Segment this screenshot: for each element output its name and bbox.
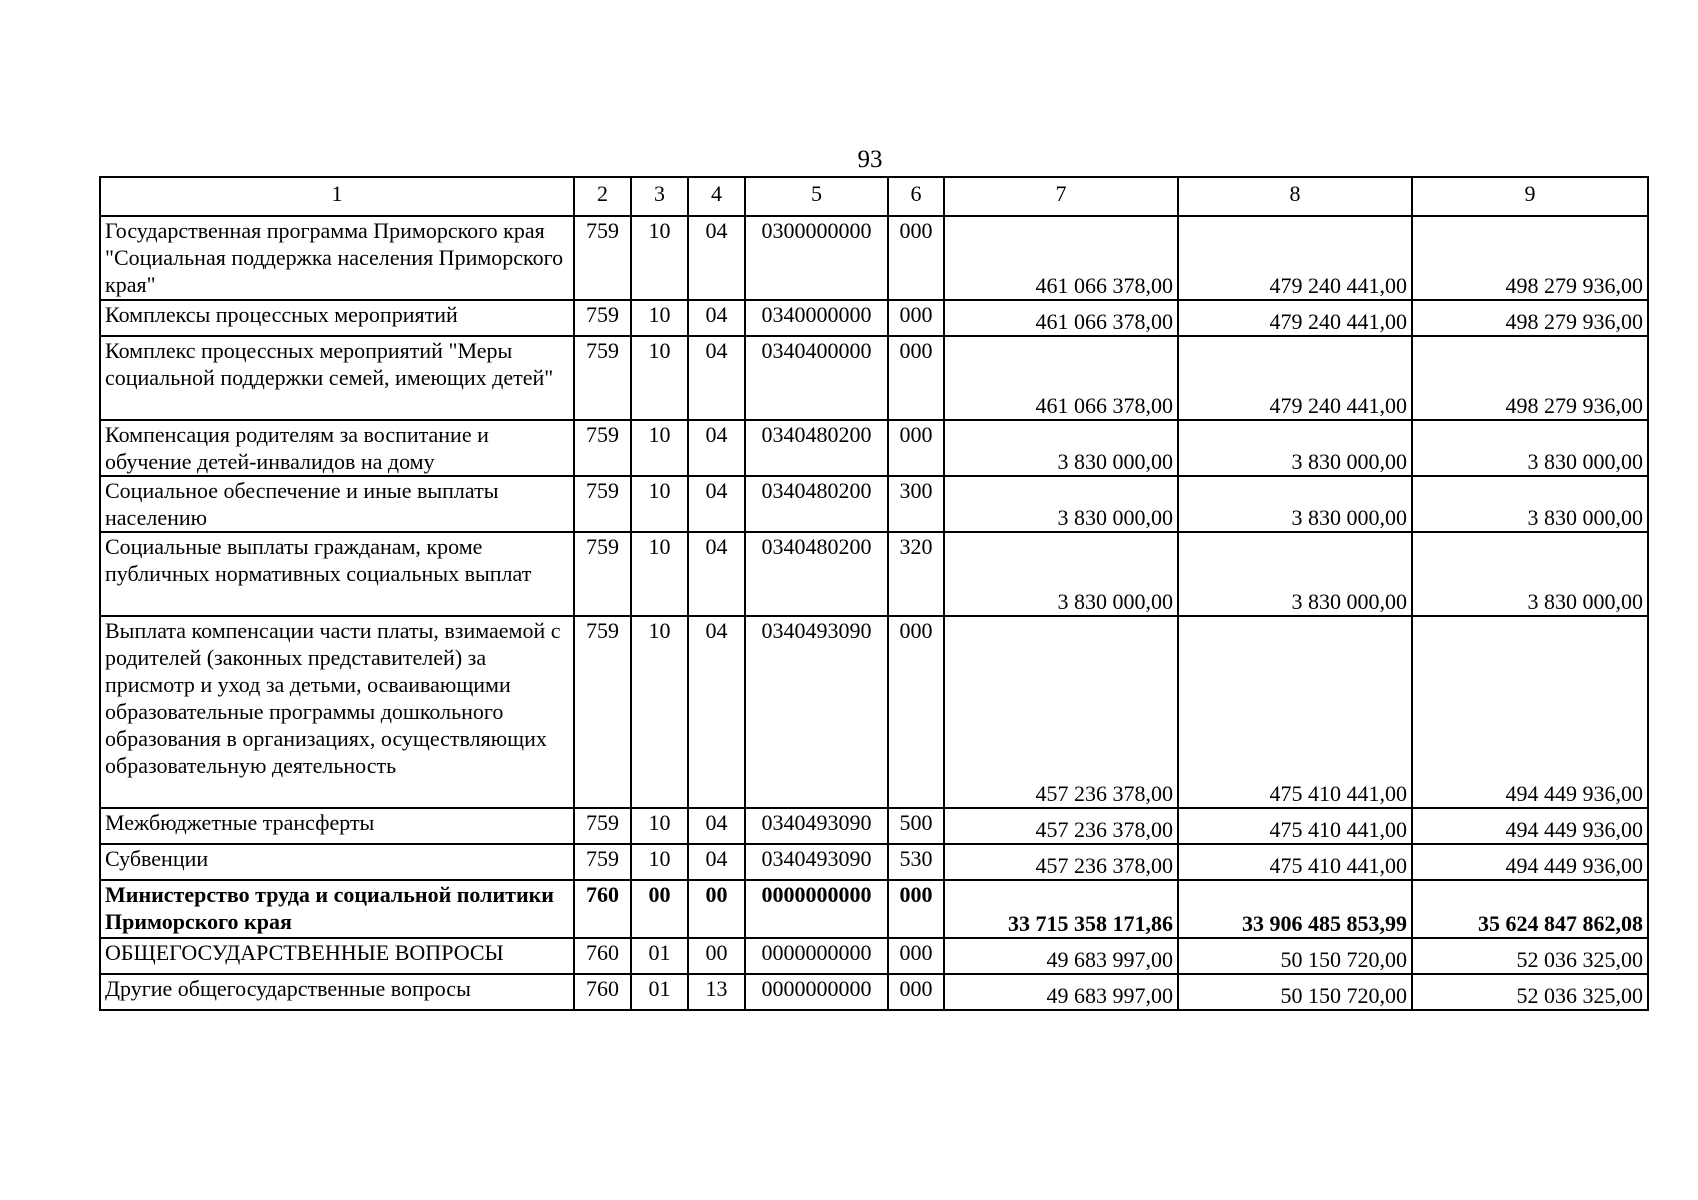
code-col-5: 0000000000 <box>745 974 888 1010</box>
code-col-3: 10 <box>631 300 688 336</box>
code-col-2: 759 <box>574 616 631 808</box>
code-col-4: 04 <box>688 844 745 880</box>
amount-col-7: 33 715 358 171,86 <box>944 880 1178 938</box>
code-col-2: 760 <box>574 938 631 974</box>
code-col-5: 0340493090 <box>745 844 888 880</box>
code-col-6: 000 <box>888 420 944 476</box>
code-col-4: 13 <box>688 974 745 1010</box>
code-col-2: 759 <box>574 532 631 616</box>
table-header-row <box>100 177 1648 216</box>
code-col-4: 00 <box>688 938 745 974</box>
amount-col-7: 461 066 378,00 <box>944 336 1178 420</box>
amount-col-8: 475 410 441,00 <box>1178 808 1412 844</box>
column-header: 3 <box>631 177 688 216</box>
code-col-2: 759 <box>574 336 631 420</box>
amount-col-7: 3 830 000,00 <box>944 476 1178 532</box>
amount-col-7: 49 683 997,00 <box>944 974 1178 1010</box>
amount-col-8: 479 240 441,00 <box>1178 336 1412 420</box>
table-row <box>100 880 1648 938</box>
row-name: Субвенции <box>100 844 574 880</box>
row-name: ОБЩЕГОСУДАРСТВЕННЫЕ ВОПРОСЫ <box>100 938 574 974</box>
row-name: Другие общегосударственные вопросы <box>100 974 574 1010</box>
code-col-6: 320 <box>888 532 944 616</box>
amount-col-7: 457 236 378,00 <box>944 616 1178 808</box>
amount-col-9: 35 624 847 862,08 <box>1412 880 1648 938</box>
code-col-5: 0340480200 <box>745 420 888 476</box>
code-col-3: 10 <box>631 808 688 844</box>
code-col-5: 0300000000 <box>745 216 888 300</box>
column-header: 6 <box>888 177 944 216</box>
code-col-3: 10 <box>631 616 688 808</box>
code-col-6: 000 <box>888 616 944 808</box>
code-col-2: 759 <box>574 300 631 336</box>
code-col-4: 04 <box>688 216 745 300</box>
code-col-6: 300 <box>888 476 944 532</box>
budget-table <box>99 176 1649 1011</box>
code-col-5: 0340000000 <box>745 300 888 336</box>
amount-col-9: 494 449 936,00 <box>1412 844 1648 880</box>
amount-col-9: 498 279 936,00 <box>1412 216 1648 300</box>
amount-col-8: 3 830 000,00 <box>1178 420 1412 476</box>
amount-col-8: 3 830 000,00 <box>1178 532 1412 616</box>
code-col-6: 000 <box>888 336 944 420</box>
code-col-3: 10 <box>631 336 688 420</box>
column-header: 8 <box>1178 177 1412 216</box>
code-col-6: 500 <box>888 808 944 844</box>
amount-col-8: 50 150 720,00 <box>1178 974 1412 1010</box>
amount-col-9: 3 830 000,00 <box>1412 476 1648 532</box>
row-name: Компенсация родителям за воспитание и обучение детей-инвалидов на дому <box>100 420 574 476</box>
amount-col-8: 479 240 441,00 <box>1178 300 1412 336</box>
amount-col-8: 475 410 441,00 <box>1178 616 1412 808</box>
amount-col-7: 457 236 378,00 <box>944 844 1178 880</box>
amount-col-8: 475 410 441,00 <box>1178 844 1412 880</box>
code-col-2: 759 <box>574 420 631 476</box>
table-row <box>100 336 1648 420</box>
column-header: 5 <box>745 177 888 216</box>
code-col-2: 759 <box>574 476 631 532</box>
code-col-6: 000 <box>888 880 944 938</box>
amount-col-9: 52 036 325,00 <box>1412 938 1648 974</box>
code-col-3: 10 <box>631 844 688 880</box>
amount-col-7: 49 683 997,00 <box>944 938 1178 974</box>
amount-col-7: 461 066 378,00 <box>944 300 1178 336</box>
row-name: Межбюджетные трансферты <box>100 808 574 844</box>
table-row <box>100 300 1648 336</box>
code-col-2: 759 <box>574 844 631 880</box>
code-col-5: 0000000000 <box>745 880 888 938</box>
table-row <box>100 616 1648 808</box>
code-col-3: 01 <box>631 974 688 1010</box>
code-col-3: 10 <box>631 216 688 300</box>
code-col-3: 10 <box>631 476 688 532</box>
table-row <box>100 420 1648 476</box>
code-col-6: 000 <box>888 974 944 1010</box>
amount-col-9: 3 830 000,00 <box>1412 532 1648 616</box>
amount-col-9: 52 036 325,00 <box>1412 974 1648 1010</box>
amount-col-9: 3 830 000,00 <box>1412 420 1648 476</box>
code-col-4: 00 <box>688 880 745 938</box>
row-name: Министерство труда и социальной политики Приморского края <box>100 880 574 938</box>
code-col-4: 04 <box>688 420 745 476</box>
code-col-4: 04 <box>688 532 745 616</box>
amount-col-7: 3 830 000,00 <box>944 420 1178 476</box>
code-col-6: 530 <box>888 844 944 880</box>
column-header: 1 <box>100 177 574 216</box>
column-header: 4 <box>688 177 745 216</box>
table-row <box>100 974 1648 1010</box>
amount-col-8: 50 150 720,00 <box>1178 938 1412 974</box>
code-col-5: 0340493090 <box>745 808 888 844</box>
code-col-2: 760 <box>574 880 631 938</box>
amount-col-8: 33 906 485 853,99 <box>1178 880 1412 938</box>
code-col-6: 000 <box>888 216 944 300</box>
amount-col-9: 498 279 936,00 <box>1412 336 1648 420</box>
row-name: Государственная программа Приморского края "Социальная поддержка населения Приморского края" <box>100 216 574 300</box>
amount-col-9: 494 449 936,00 <box>1412 808 1648 844</box>
table-row <box>100 216 1648 300</box>
code-col-6: 000 <box>888 300 944 336</box>
row-name: Социальные выплаты гражданам, кроме публичных нормативных социальных выплат <box>100 532 574 616</box>
code-col-5: 0340400000 <box>745 336 888 420</box>
amount-col-9: 494 449 936,00 <box>1412 616 1648 808</box>
code-col-5: 0340493090 <box>745 616 888 808</box>
code-col-2: 759 <box>574 808 631 844</box>
amount-col-7: 461 066 378,00 <box>944 216 1178 300</box>
row-name: Комплекс процессных мероприятий "Меры социальной поддержки семей, имеющих детей" <box>100 336 574 420</box>
code-col-4: 04 <box>688 616 745 808</box>
code-col-2: 760 <box>574 974 631 1010</box>
page-number: 93 <box>857 146 883 173</box>
code-col-4: 04 <box>688 300 745 336</box>
column-header: 2 <box>574 177 631 216</box>
amount-col-8: 479 240 441,00 <box>1178 216 1412 300</box>
column-header: 9 <box>1412 177 1648 216</box>
row-name: Выплата компенсации части платы, взимаемой с родителей (законных представителей) за присмотр и уход за детьми, осваивающими образовательные программы дошкольного образования в организациях, осуществляющих образовательную деятельность <box>100 616 574 808</box>
code-col-6: 000 <box>888 938 944 974</box>
code-col-4: 04 <box>688 808 745 844</box>
code-col-5: 0000000000 <box>745 938 888 974</box>
column-header: 7 <box>944 177 1178 216</box>
code-col-5: 0340480200 <box>745 532 888 616</box>
amount-col-9: 498 279 936,00 <box>1412 300 1648 336</box>
amount-col-8: 3 830 000,00 <box>1178 476 1412 532</box>
code-col-3: 10 <box>631 420 688 476</box>
table-row <box>100 938 1648 974</box>
code-col-2: 759 <box>574 216 631 300</box>
table-row <box>100 808 1648 844</box>
code-col-5: 0340480200 <box>745 476 888 532</box>
code-col-3: 00 <box>631 880 688 938</box>
code-col-3: 01 <box>631 938 688 974</box>
code-col-4: 04 <box>688 336 745 420</box>
row-name: Комплексы процессных мероприятий <box>100 300 574 336</box>
amount-col-7: 3 830 000,00 <box>944 532 1178 616</box>
table-row <box>100 476 1648 532</box>
amount-col-7: 457 236 378,00 <box>944 808 1178 844</box>
code-col-4: 04 <box>688 476 745 532</box>
row-name: Социальное обеспечение и иные выплаты населению <box>100 476 574 532</box>
code-col-3: 10 <box>631 532 688 616</box>
table-row <box>100 532 1648 616</box>
table-row <box>100 844 1648 880</box>
